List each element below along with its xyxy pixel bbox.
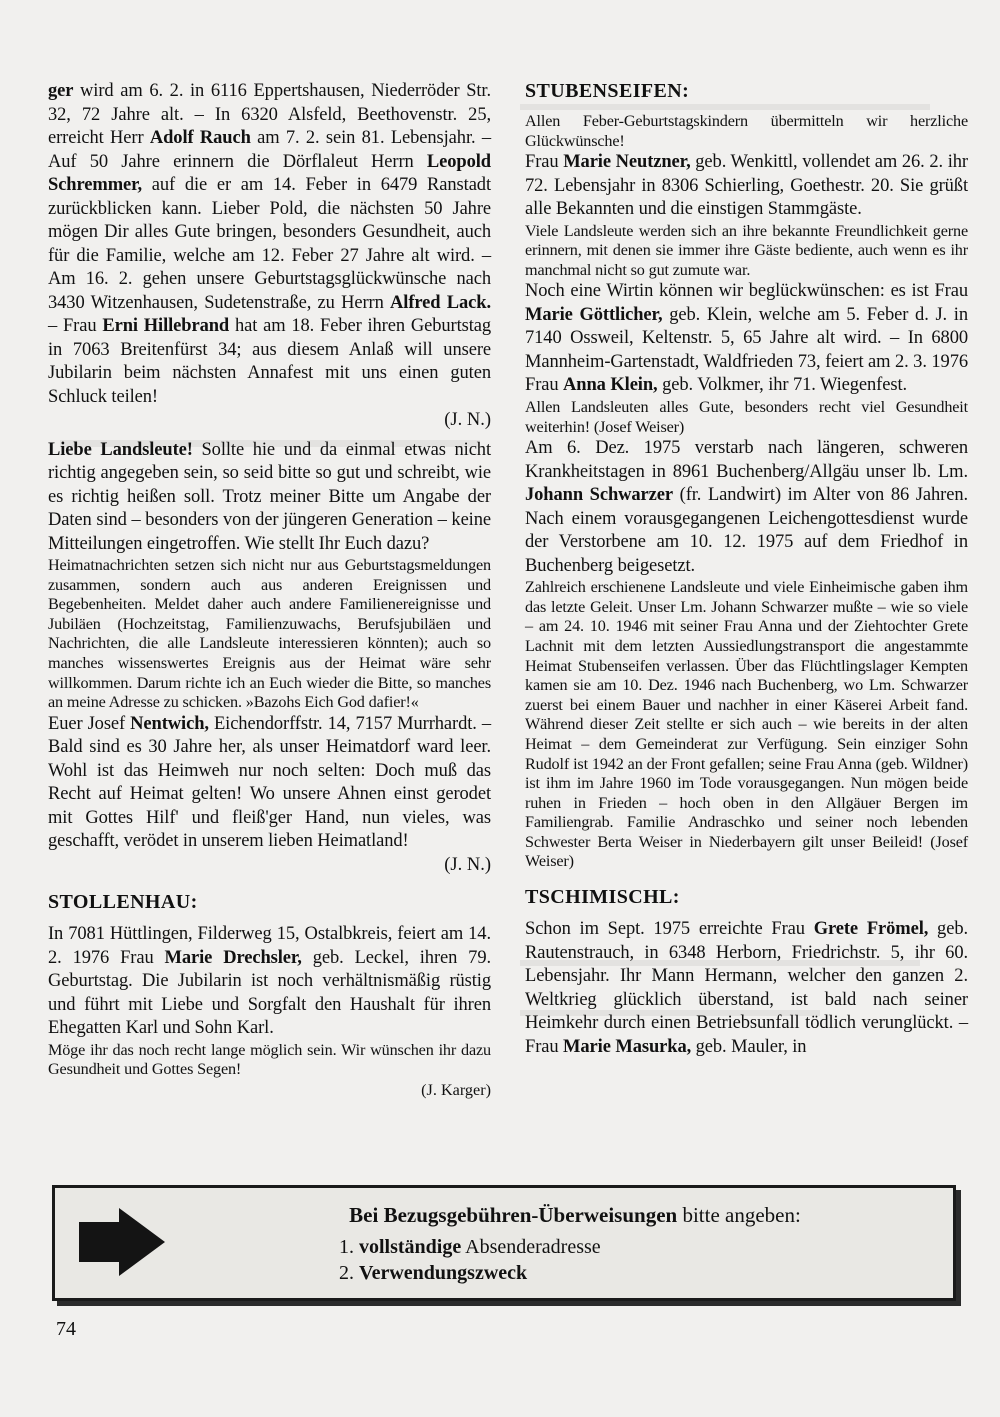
notice-item-number: 2. [339, 1262, 354, 1284]
paragraph-liebe-landsleute: Liebe Landsleute! Sollte hie und da einmal etwas nicht richtig angegeben sein, so seid bitte so gut und schreibt, wie es richtig heißen soll. Trotz meiner Bitte um Angabe der Daten sind – besonders von der jüngeren Generation – keine Mitteilungen eingetroffen. Wie stellt Ihr Euch dazu? [48, 439, 491, 554]
paragraph-heimatnachrichten: Heimatnachrichten setzen sich nicht nur aus Geburtstagsmeldungen zusammen, sondern auch aus anderen Ereignissen und Begebenheiten. Meldet daher auch andere Familienereignisse und Jubiläen (Hochzeitstag, Familienzuwachs, Berufsjubiläen und Nachrichten, die alle Landsleute interessieren könnten); auch so manches wissenswertes Ereignis aus der Heimat wäre sehr willkommen. Darum richte ich an Euch wieder die Bitte, so manches an meine Adresse zu schicken. »Bazohs Eich God dafier!« [48, 556, 491, 712]
section-heading-tschimischl: TSCHIMISCHL: [525, 886, 680, 909]
left-column [48, 80, 491, 1100]
paragraph-johann-schwarzer-obituary: Am 6. Dez. 1975 verstarb nach längeren, schweren Krankheitstagen in 8961 Buchenberg/Allgäu unser lb. Lm. Johann Schwarzer (fr. Landwirt) im Alter von 86 Jahren. Nach einem vorausgegangenen Leichengottesdienst wurde der Verstorbene am 10. 12. 1975 auf dem Friedhof in Buchenberg beigesetzt. [525, 438, 968, 576]
notice-item-bold: vollständige [359, 1236, 462, 1258]
notice-item-bold: Verwendungszweck [359, 1262, 528, 1284]
page-body [48, 80, 968, 1100]
signature-karger: (J. Karger) [421, 1080, 491, 1099]
paragraph-landsleute-erinnern: Viele Landsleute werden sich an ihre bekannte Freundlichkeit gerne erinnern, mit denen sie immer ihre Gäste bediente, auch wenn es ihr manchmal nicht so gut zumute war. [525, 221, 968, 279]
notice-text [215, 1202, 935, 1286]
section-heading-stubenseifen: STUBENSEIFEN: [525, 80, 690, 102]
paragraph-grete-froemel: Schon im Sept. 1975 erreichte Frau Grete Frömel, geb. Rautenstrauch, in 6348 Herborn, Friedrichstr. 5, ihr 60. Lebensjahr. Ihr Mann Hermann, welcher den ganzen 2. Weltkrieg glücklich überstand, ist bald nach seiner Heimkehr durch einen Betriebsunfall tödlich verunglückt. – Frau Marie Masurka, geb. Mauler, in [525, 919, 968, 1057]
arrow-right-icon [79, 1208, 165, 1276]
notice-list-item-2 [339, 1260, 935, 1286]
notice-title [215, 1202, 935, 1228]
notice-title-bold: Bei Bezugsgebühren-Überweisungen [349, 1203, 678, 1227]
paragraph-euer-josef-nentwich: Euer Josef Nentwich, Eichendorffstr. 14, 7157 Murrhardt. – Bald sind es 30 Jahre her, als unser Heimatdorf ward leer. Wohl ist das Heimweh nur noch selten: Doch muß das Recht auf Heimat gelten! Wo unsere Ahnen einst gerodet mit Gottes Hilf' und fleiß'ger Hand, nun vieles, was geschafft, verödet in unserem lieben Heimatland! [48, 713, 492, 852]
payment-notice-box [52, 1185, 956, 1301]
paragraph-stubenseifen-greeting: Allen Feber-Geburtstagskindern übermitteln wir herzliche Glückwünsche! [525, 112, 968, 150]
notice-item-rest: Absenderadresse [465, 1236, 601, 1258]
notice-list-item-1 [339, 1234, 935, 1260]
paragraph-stollenhau-wish: Möge ihr das noch recht lange möglich sein. Wir wünschen ihr dazu Gesundheit und Gottes Segen! [48, 1040, 491, 1079]
signature-jn-1: (J. N.) [444, 410, 491, 430]
paragraph-stollenhau: In 7081 Hüttlingen, Filderweg 15, Ostalbkreis, feiert am 14. 2. 1976 Frau Marie Drechsler, geb. Leckel, ihren 79. Geburtstag. Die Jubilarin ist noch verhältnismäßig rüstig und führt mit Liebe und Sorgfalt den Haushalt für ihren Ehegatten Karl und Sohn Karl. [48, 924, 491, 1039]
notice-item-number: 1. [339, 1236, 354, 1258]
page-number: 74 [56, 1318, 76, 1340]
notice-title-rest: bitte angeben: [682, 1203, 801, 1227]
paragraph-good-wishes: Allen Landsleuten alles Gute, besonders recht viel Gesundheit weiterhin! (Josef Weiser) [525, 397, 968, 436]
section-heading-stollenhau: STOLLENHAU: [48, 891, 198, 914]
paragraph-marie-neutzner: Frau Marie Neutzner, geb. Wenkittl, vollendet am 26. 2. ihr 72. Lebensjahr in 8306 Schierling, Goethestr. 20. Sie grüßt alle Bekannten und die einstigen Stammgäste. [525, 152, 968, 220]
two-column-layout [48, 80, 968, 1100]
paragraph-marie-goettlicher: Noch eine Wirtin können wir beglückwünschen: es ist Frau Marie Göttlicher, geb. Klein, welche am 5. Feber d. J. in 7140 Ossweil, Keltenstr. 5, 65 Jahre alt wird. – In 6800 Mannheim-Gartenstadt, Waldfrieden 73, feiert am 2. 3. 1976 Frau Anna Klein, geb. Volkmer, ihr 71. Wiegenfest. [525, 281, 968, 396]
right-column [525, 80, 968, 1059]
notice-list [215, 1234, 935, 1286]
paragraph-schwarzer-biography: Zahlreich erschienene Landsleute und viele Einheimische gaben ihm das letzte Geleit. Unser Lm. Johann Schwarzer mußte – wie so viele – am 24. 10. 1946 mit seiner Frau Anna und der Ziehtochter Grete Lachnit mit dem letzten Aussiedlungstransport die angestammte Heimat Stubenseifen verlassen. Über das Flüchtlingslager Kempten kamen sie am 10. Dez. 1946 nach Buchenberg, wo Lm. Schwarzer zuerst bei einem Bauer und nachher in einer Käserei Arbeit fand. Während dieser Zeit stellte er sich auch – wie bereits in der alten Heimat – dem Gemeinderat zur Verfügung. Sein einziger Sohn Rudolf ist 1942 an der Front gefallen; seine Frau Anna (geb. Wildner) ist ihm im Jahre 1960 im Tode vorausgegangen. Nun mögen beide ruhen in Frieden – hoch oben in den Allgäuer Bergen im Familiengrab. Familie Andraschko und seiner noch lebenden Schwester Berta Weiser in Niederbayern gilt unser Beileid! (Josef Weiser) [525, 578, 968, 871]
signature-jn-2: (J. N.) [444, 854, 491, 875]
paragraph-birthdays-eppertshausen: ger wird am 6. 2. in 6116 Eppertshausen, Niederröder Str. 32, 72 Jahre alt. – In 6320 Alsfeld, Beethovenstr. 25, erreicht Herr Adolf Rauch am 7. 2. sein 81. Lebensjahr. – Auf 50 Jahre erinnern die Dörflaleut Herrn Leopold Schremmer, auf die er am 14. Feber in 6479 Ranstadt zurückblicken kann. Lieber Pold, die nächsten 50 Jahre mögen Dir alles Gute bringen, besonders Gesundheit, auch für die Familie, welche am 12. Feber 27 Jahre alt wird. – Am 16. 2. gehen unsere Geburtstagsglückwünsche nach 3430 Witzenhausen, Sudetenstraße, zu Herrn Alfred Lack. – Frau Erni Hillebrand hat am 18. Feber ihren Geburtstag in 7063 Breitenfürst 34; aus diesem Anlaß will unsere Jubilarin beim nächsten Annafest mit uns einen guten Schluck teilen! [48, 81, 492, 407]
